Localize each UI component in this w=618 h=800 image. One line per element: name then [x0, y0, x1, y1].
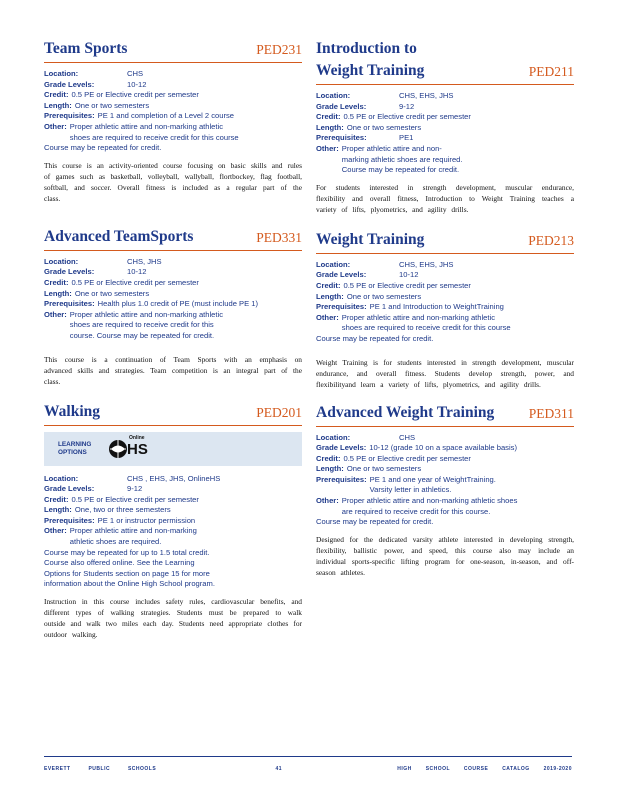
- right-column: [316, 38, 574, 588]
- course-team-sports: [44, 38, 302, 204]
- course-header: [316, 229, 574, 254]
- credit-label: Credit:: [316, 112, 341, 122]
- prereq-label: Prerequisites:: [316, 474, 367, 484]
- length-label: Length:: [316, 291, 344, 301]
- page-footer: [44, 756, 572, 772]
- course-description: For students interested in strength development, muscular endurance, flexibility and overall fitness, Introduction to Weight Training teaches a variety of lifts, plyometrics, and agility drills.: [316, 182, 574, 214]
- other-label: Other:: [316, 143, 339, 153]
- credit-label: Credit:: [44, 494, 69, 504]
- grade-value: 10-12 (grade 10 on a space available basis): [369, 443, 517, 453]
- footer-word: CATALOG: [502, 766, 530, 772]
- course-description: Designed for the dedicated varsity athlete interested in developing strength, flexibility, ballistic power, and speed, this course also may include an individual sports-specific lifting program for one-season, in-season, and off-season athletes.: [316, 534, 574, 577]
- grade-value: 9-12: [127, 484, 143, 494]
- location-value: CHS: [127, 69, 144, 78]
- prereq-value: Health plus 1.0 credit of PE (must include PE 1): [97, 299, 259, 309]
- course-details: [44, 474, 302, 591]
- course-title: Introduction to Weight Training: [316, 40, 425, 79]
- repeat-note: Course may be repeated for credit.: [316, 333, 434, 343]
- course-title: Advanced Weight Training: [316, 403, 495, 421]
- credit-value: 0.5 PE or Elective credit per semester: [71, 90, 199, 100]
- course-description: Weight Training is for students interested in strength development, muscular endurance, and overall fitness. Students develop strength, power, and flexibilityand learn a variety of lifts, plyometrics, and agility drills.: [316, 357, 574, 389]
- course-header: [316, 38, 574, 85]
- other-value: Proper athletic attire and non-marking athletic shoes are required to receive credit for this course: [341, 312, 511, 333]
- course-weight-training: [316, 229, 574, 390]
- grade-value: 10-12: [127, 267, 147, 277]
- location-value: CHS, EHS, JHS: [399, 259, 454, 269]
- credit-value: 0.5 PE or Elective credit per semester: [71, 277, 199, 287]
- credit-label: Credit:: [316, 453, 341, 463]
- footer-word: SCHOOL: [425, 766, 450, 772]
- other-value: Proper athletic attire and non- marking athletic shoes are required. Course may be repeated for credit.: [341, 143, 463, 175]
- length-value: One or two semesters: [346, 122, 422, 132]
- footer-word: 2019-2020: [543, 766, 572, 772]
- course-header: [316, 402, 574, 427]
- grade-value: 10-12: [127, 79, 147, 89]
- learning-options-label: LEARNING OPTIONS: [58, 440, 92, 456]
- course-title: Advanced TeamSports: [44, 227, 194, 245]
- grade-value: 10-12: [399, 270, 419, 280]
- course-description: Instruction in this course includes safety rules, cardiovascular benefits, and different types of walking strategies. Students must be prepared to walk outside and walk two miles each day. Students need appropriate clothes for outdoor walking.: [44, 597, 302, 640]
- other-value: Proper athletic attire and non-marking athletic shoes are required to receive credit for this course: [69, 121, 239, 142]
- length-label: Length:: [44, 288, 72, 298]
- prereq-label: Prerequisites:: [44, 111, 95, 121]
- course-header: [44, 226, 302, 251]
- course-advanced-team-sports: [44, 226, 302, 387]
- other-value: Proper athletic attire and non-marking athletic shoes are required to receive credit for this course.: [341, 496, 518, 516]
- length-label: Length:: [316, 122, 344, 132]
- course-header: [44, 38, 302, 63]
- course-code: PED331: [256, 229, 302, 245]
- location-label: Location:: [44, 69, 79, 78]
- course-title: Team Sports: [44, 40, 128, 57]
- online-hs-small-text: Online: [129, 434, 145, 441]
- repeat-note: Course may be repeated for up to 1.5 total credit.: [44, 547, 210, 557]
- location-label: Location:: [316, 91, 351, 100]
- grade-label: Grade Levels:: [316, 443, 367, 453]
- length-value: One or two semesters: [74, 288, 150, 298]
- length-value: One or two semesters: [74, 100, 150, 110]
- online-hs-logo: [108, 436, 146, 462]
- footer-word: PUBLIC: [88, 766, 111, 772]
- course-details: [316, 260, 574, 345]
- location-value: CHS: [399, 432, 416, 442]
- prereq-value: PE 1 and Introduction to WeightTraining: [369, 302, 504, 312]
- location-label: Location:: [316, 432, 351, 442]
- grade-value: 9-12: [399, 101, 415, 111]
- other-value: Proper athletic attire and non-marking athletic shoes are required.: [69, 526, 197, 547]
- footer-word: COURSE: [463, 766, 489, 772]
- course-details: [44, 69, 302, 154]
- credit-value: 0.5 PE or Elective credit per semester: [71, 494, 199, 504]
- prereq-label: Prerequisites:: [44, 299, 95, 309]
- course-code: PED231: [256, 42, 302, 57]
- prereq-label: Prerequisites:: [316, 133, 367, 143]
- course-code: PED213: [528, 232, 574, 248]
- length-label: Length:: [44, 100, 72, 110]
- prereq-value: PE1: [399, 133, 414, 143]
- grade-label: Grade Levels:: [44, 484, 95, 494]
- prereq-label: Prerequisites:: [44, 515, 95, 525]
- footer-word: EVERETT: [44, 766, 71, 772]
- length-label: Length:: [44, 505, 72, 515]
- footer-word: HIGH: [397, 766, 412, 772]
- grade-label: Grade Levels:: [44, 79, 95, 89]
- other-label: Other:: [44, 121, 67, 131]
- page-number: 41: [275, 766, 283, 772]
- other-label: Other:: [316, 312, 339, 322]
- course-advanced-weight-training: [316, 402, 574, 578]
- location-label: Location:: [44, 473, 79, 483]
- location-label: Location:: [316, 259, 351, 269]
- course-walking: [44, 401, 302, 641]
- footer-row: [44, 757, 572, 772]
- credit-value: 0.5 PE or Elective credit per semester: [343, 280, 471, 290]
- credit-value: 0.5 PE or Elective credit per semester: [343, 453, 471, 463]
- credit-value: 0.5 PE or Elective credit per semester: [343, 112, 471, 122]
- repeat-note: Course may be repeated for credit.: [316, 517, 434, 527]
- location-value: CHS , EHS, JHS, OnlineHS: [127, 473, 221, 483]
- course-title: Walking: [44, 402, 100, 420]
- credit-label: Credit:: [44, 277, 69, 287]
- course-details: [316, 433, 574, 528]
- left-column: [44, 38, 302, 650]
- prereq-value: PE 1 and completion of a Level 2 course: [97, 111, 235, 121]
- learning-options-bar: [44, 432, 302, 466]
- course-details: [44, 257, 302, 342]
- course-description: This course is a continuation of Team Sports with an emphasis on advanced skills and strategies. Team competition is an integral part of the class.: [44, 354, 302, 386]
- course-code: PED201: [256, 404, 302, 420]
- course-title: Weight Training: [316, 230, 425, 248]
- other-label: Other:: [44, 526, 67, 536]
- course-header: [44, 401, 302, 426]
- grade-label: Grade Levels:: [44, 267, 95, 277]
- course-details: [316, 91, 574, 176]
- credit-label: Credit:: [316, 280, 341, 290]
- length-value: One or two semesters: [346, 291, 422, 301]
- length-label: Length:: [316, 464, 344, 474]
- course-code: PED311: [528, 405, 574, 421]
- location-value: CHS, EHS, JHS: [399, 91, 454, 100]
- course-intro-weight-training: [316, 38, 574, 215]
- prereq-value: PE 1 or instructor permission: [97, 515, 196, 525]
- footer-right: [385, 766, 572, 772]
- other-value: Proper athletic attire and non-marking athletic shoes are required to receive credit for this course. Course may be repeated for credit.: [69, 309, 224, 340]
- credit-label: Credit:: [44, 90, 69, 100]
- footer-word: SCHOOLS: [127, 766, 157, 772]
- location-value: CHS, JHS: [127, 256, 162, 266]
- course-description: This course is an activity-oriented course focusing on basic skills and rules of games such as basketball, volleyball, wallyball, flortbockey, flag football, softball, and soccer. Overall fitness is included as a regular part of the class.: [44, 160, 302, 203]
- prereq-value: PE 1 and one year of WeightTraining. Varsity letter in athletics.: [369, 474, 496, 495]
- location-label: Location:: [44, 256, 79, 266]
- repeat-note: Course may be repeated for credit.: [44, 143, 162, 153]
- prereq-label: Prerequisites:: [316, 302, 367, 312]
- grade-label: Grade Levels:: [316, 101, 367, 111]
- length-value: One, two or three semesters: [74, 505, 171, 515]
- online-hs-text: HS: [127, 440, 148, 458]
- other-label: Other:: [316, 496, 339, 506]
- online-note: Course also offered online. See the Learning Options for Students section on page 15 for more information about the Online High School program.: [44, 558, 215, 589]
- footer-left: [44, 766, 172, 772]
- grade-label: Grade Levels:: [316, 270, 367, 280]
- length-value: One or two semesters: [346, 464, 422, 474]
- course-code: PED211: [528, 64, 574, 79]
- other-label: Other:: [44, 309, 67, 319]
